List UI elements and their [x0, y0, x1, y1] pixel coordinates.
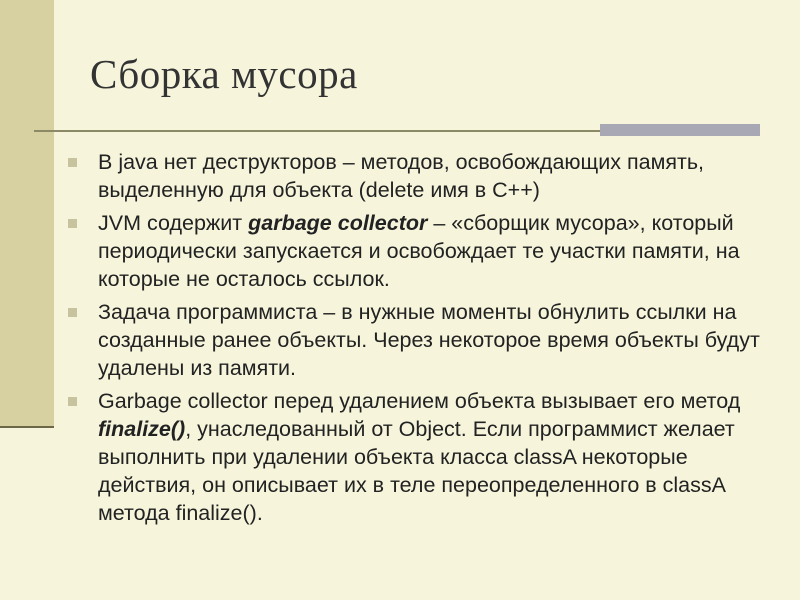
title-accent-bar [600, 124, 760, 136]
bullet-text: , унаследованный от Object. Если программист желает выполнить при удалении объекта класса classA некоторые действия, он описывает их в теле переопределенного в classA метода finalize(). [98, 417, 735, 525]
square-bullet-icon [68, 397, 77, 406]
square-bullet-icon [68, 158, 77, 167]
emphasized-term: finalize() [98, 417, 186, 441]
bullet-item-finalize [66, 387, 786, 527]
bullet-item-no-destructors [66, 148, 786, 204]
bullet-list [66, 148, 786, 532]
bullet-text: Задача программиста – в нужные моменты обнулить ссылки на созданные ранее объекты. Через некоторое время объекты будут удалены из памяти. [98, 300, 760, 380]
bullet-text: Garbage collector перед удалением объекта вызывает его метод [98, 389, 741, 413]
slide-title: Сборка мусора [90, 51, 358, 97]
square-bullet-icon [68, 219, 77, 228]
emphasized-term: garbage collector [248, 211, 428, 235]
square-bullet-icon [68, 308, 77, 317]
bullet-item-programmer-task [66, 298, 786, 382]
bullet-text: JVM содержит [98, 211, 249, 235]
left-band-divider [0, 426, 54, 428]
left-decorative-band [0, 0, 54, 428]
bullet-text: – «сборщик мусора», который периодически запускается и освобождает те участки памяти, на которые не осталось ссылок. [98, 211, 740, 291]
bullet-text: В java нет деструкторов – методов, освобождающих память, выделенную для объекта (delete имя в C++) [98, 150, 705, 202]
bullet-item-garbage-collector [66, 209, 786, 293]
